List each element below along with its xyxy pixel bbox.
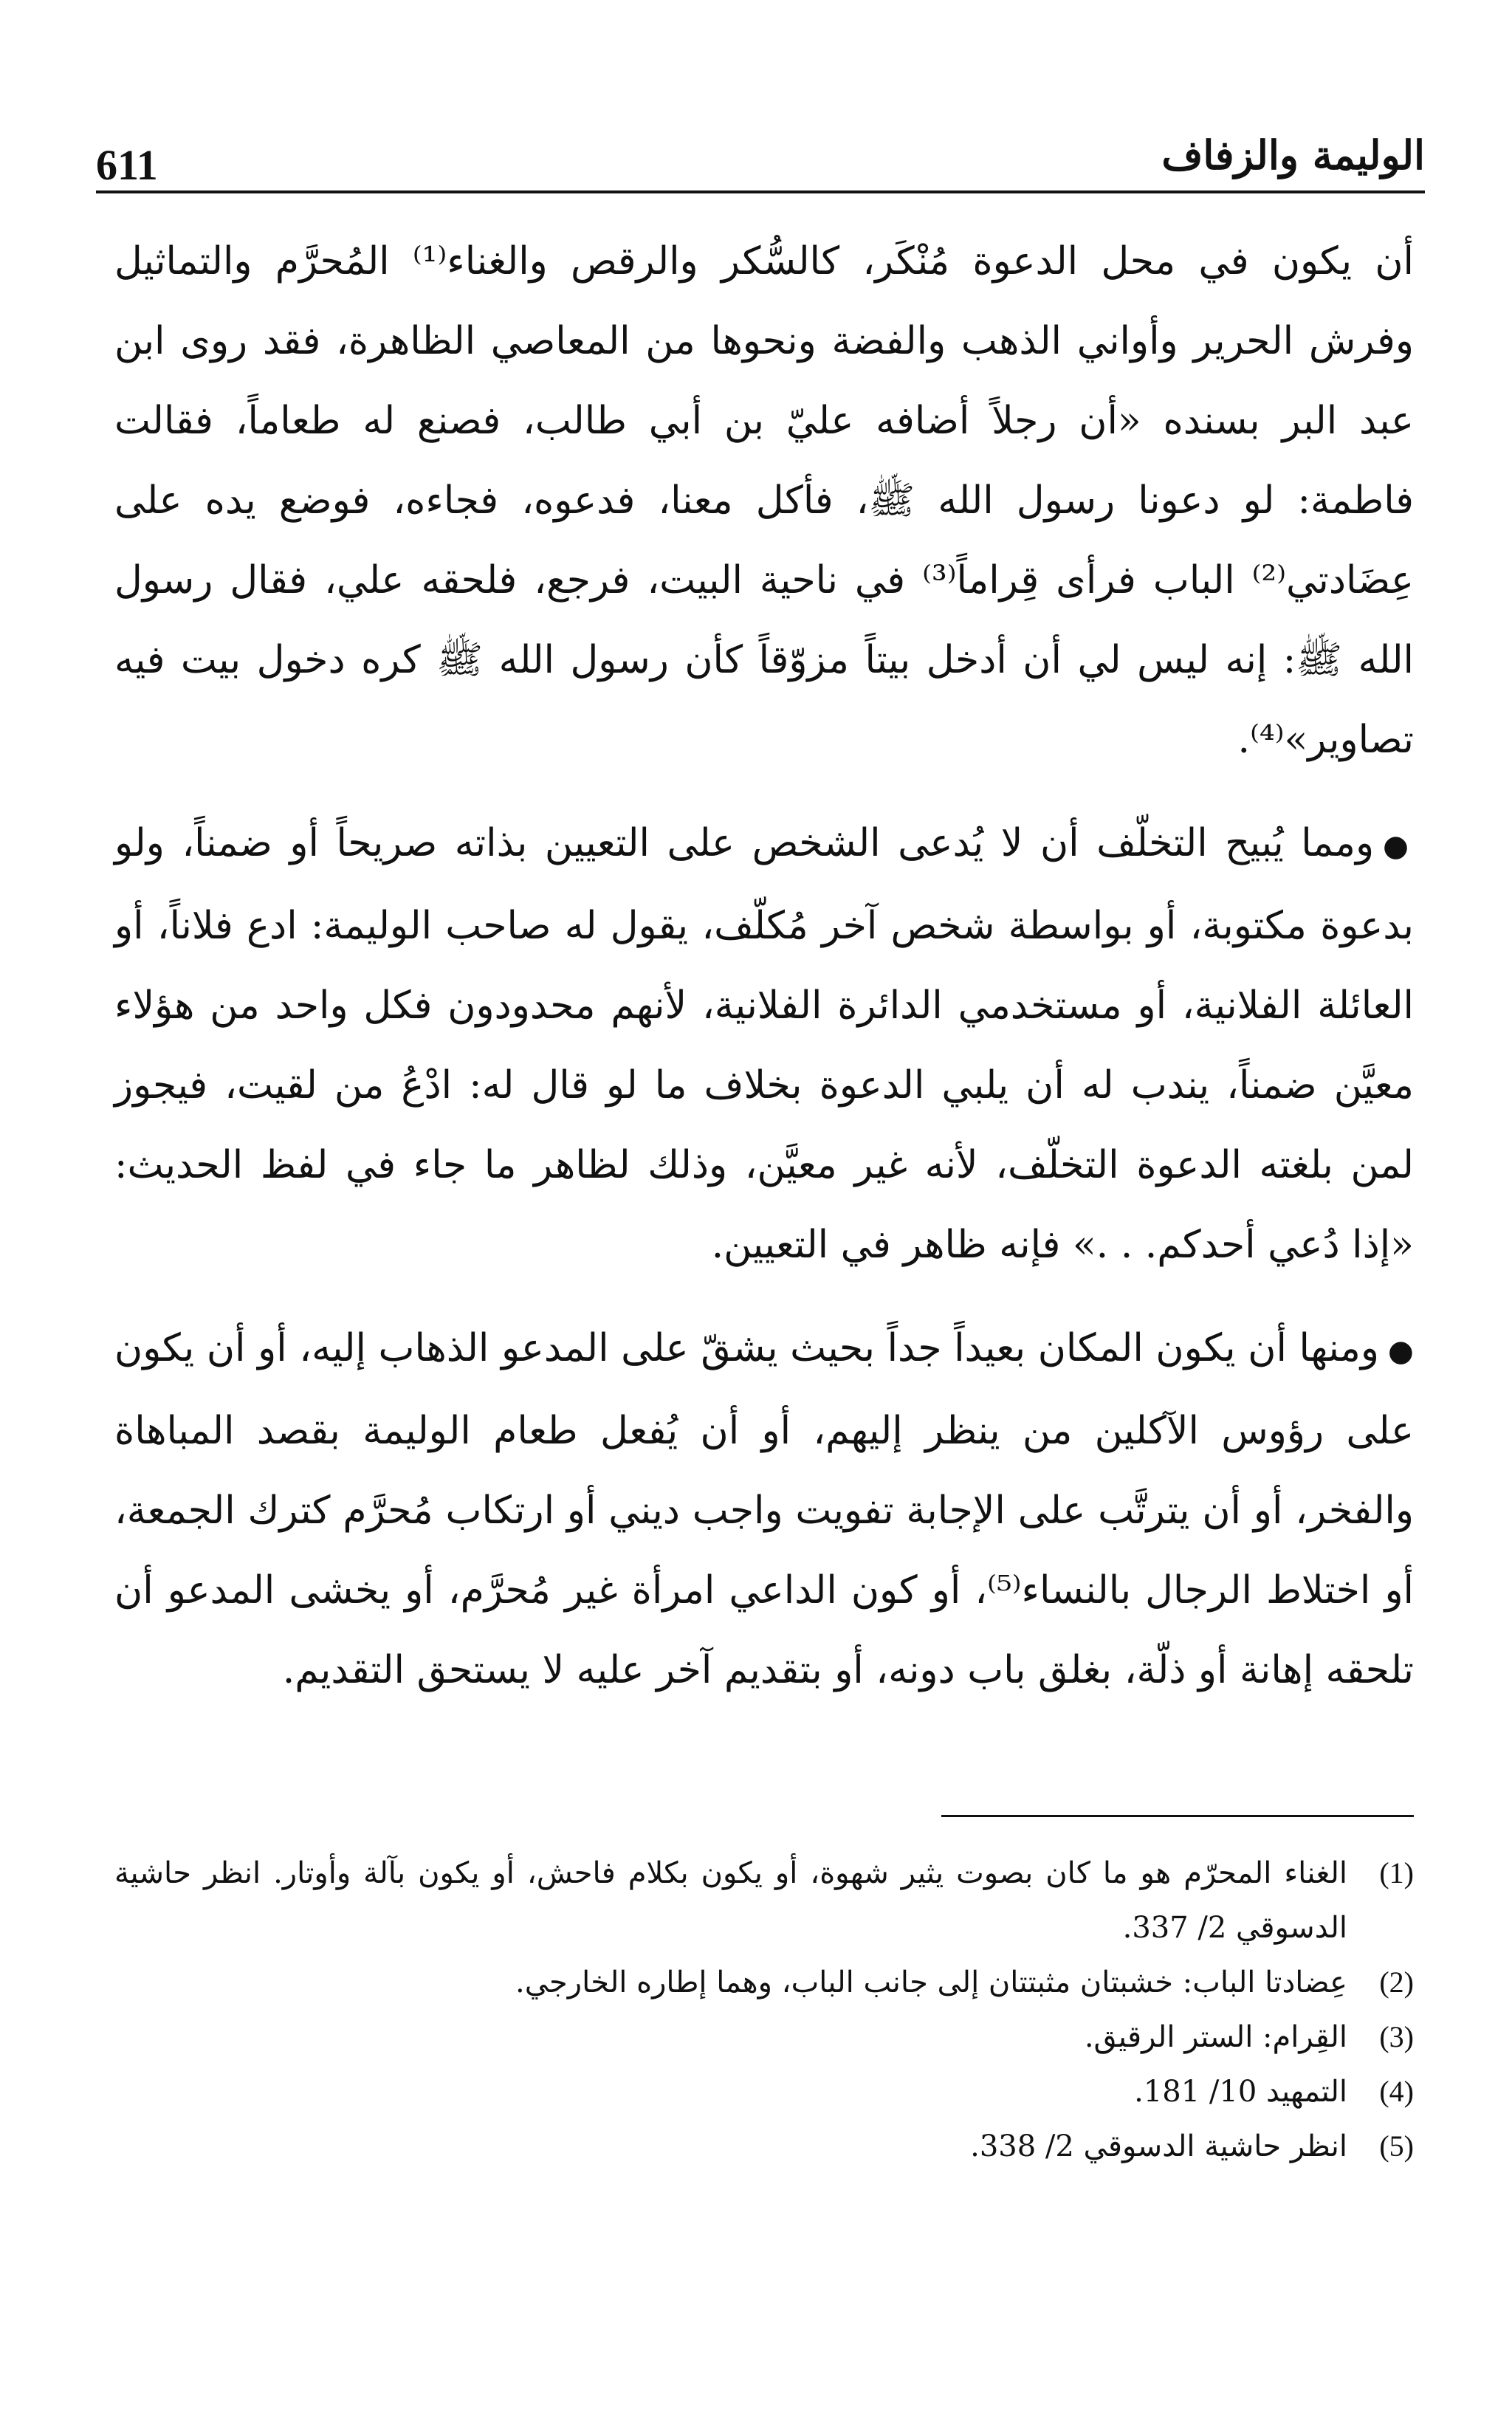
footnote-text: الغناء المحرّم هو ما كان بصوت يثير شهوة، أو يكون بكلام فاحش، أو يكون بآلة وأوتار. انظر حاشية الدسوقي 2/ 337. [114, 1856, 1347, 1945]
footnote-number: (5) [1379, 2129, 1414, 2163]
footnote-text: القِرام: الستر الرقيق. [1084, 2020, 1347, 2054]
footnote-number: (3) [1379, 2020, 1414, 2053]
paragraph-2 [114, 803, 1414, 1285]
paragraph-1: أن يكون في محل الدعوة مُنْكَر، كالسُّكر والرقص والغناء⁽¹⁾ المُحرَّم والتماثيل وفرش الحرير وأواني الذهب والفضة ونحوها من المعاصي الظاهرة، فقد روى ابن عبد البر بسنده «أن رجلاً أضافه عليّ بن أبي طالب، فصنع له طعاماً، فقالت فاطمة: لو دعونا رسول الله ﷺ، فأكل معنا، فدعوه، فجاءه، فوضع يده على عِضَادتي⁽²⁾ الباب فرأى قِراماً⁽³⁾ في ناحية البيت، فرجع، فلحقه علي، فقال رسول الله ﷺ: إنه ليس لي أن أدخل بيتاً مزوّقاً كأن رسول الله ﷺ كره دخول بيت فيه تصاوير»⁽⁴⁾. [114, 239, 1414, 762]
footnote-number: (1) [1379, 1856, 1414, 1889]
footnote-1 [114, 1846, 1414, 1955]
page-number: 611 [96, 141, 158, 189]
paragraph-3 [114, 1308, 1414, 1710]
paragraph-3-text: ومنها أن يكون المكان بعيداً جداً بحيث يشقّ على المدعو الذهاب إليه، أو أن يكون على رؤوس الآكلين من ينظر إليهم، أو أن يُفعل طعام الوليمة بقصد المباهاة والفخر، أو أن يترتَّب على الإجابة تفويت واجب ديني أو ارتكاب مُحرَّم كترك الجمعة، أو اختلاط الرجال بالنساء⁽⁵⁾، أو كون الداعي امرأة غير مُحرَّم، أو يخشى المدعو أن تلحقه إهانة أو ذلّة، بغلق باب دونه، أو بتقديم آخر عليه لا يستحق التقديم. [114, 1326, 1415, 1692]
page-header [96, 111, 1425, 192]
footnote-text: التمهيد 10/ 181. [1134, 2075, 1347, 2109]
footnote-rule [941, 1815, 1414, 1817]
bullet-icon: ● [1388, 1334, 1414, 1368]
footnote-2 [114, 1955, 1414, 2010]
footnote-text: انظر حاشية الدسوقي 2/ 338. [970, 2129, 1347, 2163]
footnote-3 [114, 2010, 1414, 2064]
bullet-icon: ● [1383, 829, 1414, 863]
footnote-number: (4) [1379, 2075, 1414, 2108]
footnote-number: (2) [1379, 1966, 1414, 1999]
footnote-4 [114, 2064, 1414, 2119]
footnote-text: عِضادتا الباب: خشبتان مثبتتان إلى جانب الباب، وهما إطاره الخارجي. [515, 1966, 1347, 1999]
footnote-5 [114, 2119, 1414, 2174]
running-title: الوليمة والزفاف [1161, 131, 1425, 179]
footnotes [114, 1846, 1414, 2174]
header-rule [96, 190, 1425, 193]
main-text [114, 222, 1414, 1710]
paragraph-2-text: ومما يُبيح التخلّف أن لا يُدعى الشخص على التعيين بذاته صريحاً أو ضمناً، ولو بدعوة مكتوبة، أو بواسطة شخص آخر مُكلّف، يقول له صاحب الوليمة: ادع فلاناً، أو العائلة الفلانية، أو مستخدمي الدائرة الفلانية، لأنهم محدودون فكل واحد من هؤلاء معيَّن ضمناً، يندب له أن يلبي الدعوة بخلاف ما لو قال له: ادْعُ من لقيت، فيجوز لمن بلغته الدعوة التخلّف، لأنه غير معيَّن، وذلك لظاهر ما جاء في لفظ الحديث: «إذا دُعي أحدكم. . .» فإنه ظاهر في التعيين. [114, 821, 1414, 1267]
